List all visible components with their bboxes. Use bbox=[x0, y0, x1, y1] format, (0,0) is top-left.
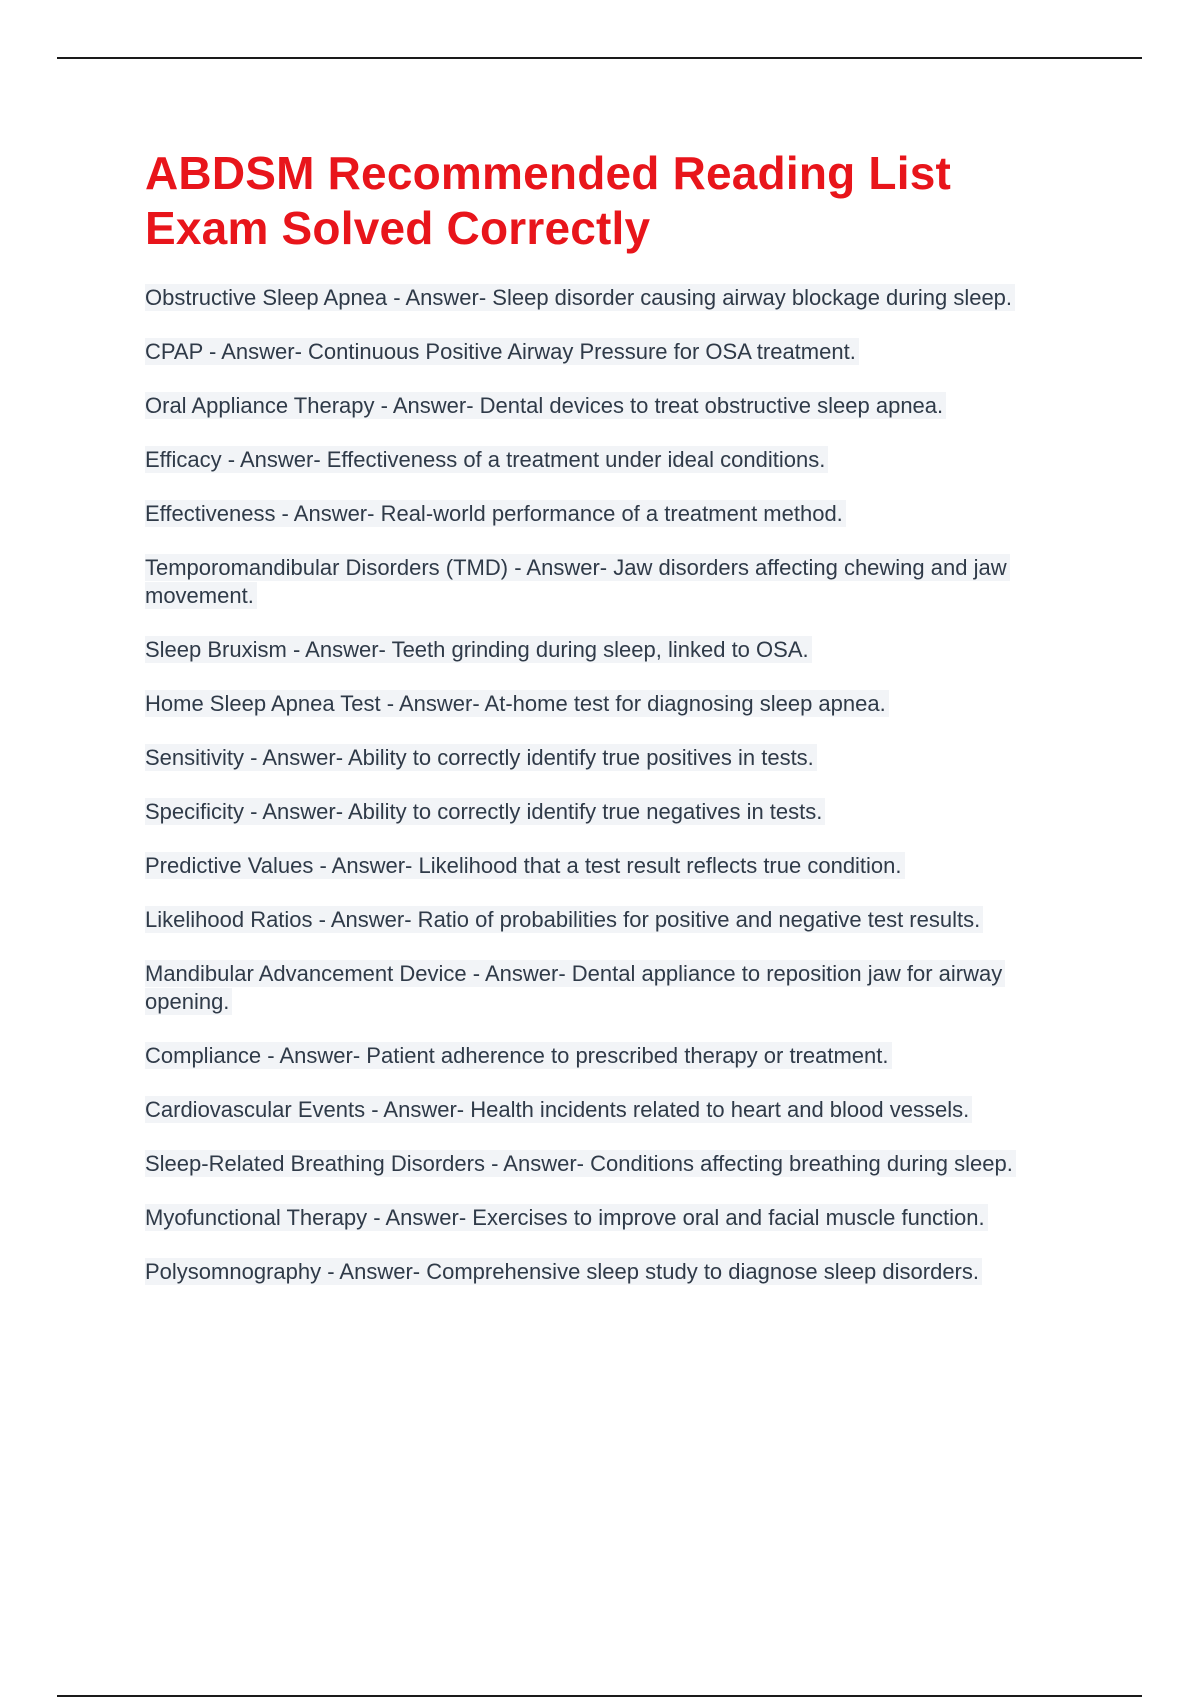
qa-text: Polysomnography - Answer- Comprehensive sleep study to diagnose sleep disorders. bbox=[145, 1258, 982, 1285]
list-item bbox=[145, 1258, 1085, 1286]
list-item bbox=[145, 744, 1085, 772]
list-item bbox=[145, 906, 1085, 934]
qa-text: Specificity - Answer- Ability to correctly identify true negatives in tests. bbox=[145, 798, 825, 825]
list-item bbox=[145, 1204, 1085, 1232]
qa-text: Effectiveness - Answer- Real-world performance of a treatment method. bbox=[145, 500, 846, 527]
list-item bbox=[145, 1096, 1085, 1124]
qa-text: Sensitivity - Answer- Ability to correctly identify true positives in tests. bbox=[145, 744, 817, 771]
qa-text: Sleep-Related Breathing Disorders - Answer- Conditions affecting breathing during sleep. bbox=[145, 1150, 1016, 1177]
qa-text: Myofunctional Therapy - Answer- Exercises to improve oral and facial muscle function. bbox=[145, 1204, 988, 1231]
list-item bbox=[145, 554, 1085, 610]
list-item bbox=[145, 852, 1085, 880]
qa-text: Cardiovascular Events - Answer- Health incidents related to heart and blood vessels. bbox=[145, 1096, 972, 1123]
list-item bbox=[145, 338, 1085, 366]
list-item bbox=[145, 636, 1085, 664]
qa-text: Predictive Values - Answer- Likelihood that a test result reflects true condition. bbox=[145, 852, 905, 879]
list-item bbox=[145, 446, 1085, 474]
top-divider bbox=[57, 57, 1142, 59]
list-item bbox=[145, 690, 1085, 718]
qa-text: Mandibular Advancement Device - Answer- Dental appliance to reposition jaw for airway opening. bbox=[145, 960, 1005, 1015]
list-item bbox=[145, 392, 1085, 420]
qa-text: Temporomandibular Disorders (TMD) - Answer- Jaw disorders affecting chewing and jaw movement. bbox=[145, 554, 1010, 609]
qa-text: Sleep Bruxism - Answer- Teeth grinding during sleep, linked to OSA. bbox=[145, 636, 812, 663]
title-line-1: ABDSM Recommended Reading List bbox=[145, 147, 951, 199]
qa-text: Likelihood Ratios - Answer- Ratio of probabilities for positive and negative test results. bbox=[145, 906, 983, 933]
qa-list bbox=[145, 284, 1085, 1312]
list-item bbox=[145, 500, 1085, 528]
page-title bbox=[145, 146, 1045, 256]
qa-text: CPAP - Answer- Continuous Positive Airway Pressure for OSA treatment. bbox=[145, 338, 859, 365]
bottom-divider bbox=[57, 1695, 1142, 1697]
list-item bbox=[145, 960, 1085, 1016]
list-item bbox=[145, 284, 1085, 312]
list-item bbox=[145, 798, 1085, 826]
qa-text: Obstructive Sleep Apnea - Answer- Sleep disorder causing airway blockage during sleep. bbox=[145, 284, 1015, 311]
qa-text: Home Sleep Apnea Test - Answer- At-home test for diagnosing sleep apnea. bbox=[145, 690, 889, 717]
qa-text: Compliance - Answer- Patient adherence to prescribed therapy or treatment. bbox=[145, 1042, 892, 1069]
qa-text: Oral Appliance Therapy - Answer- Dental devices to treat obstructive sleep apnea. bbox=[145, 392, 946, 419]
qa-text: Efficacy - Answer- Effectiveness of a treatment under ideal conditions. bbox=[145, 446, 828, 473]
list-item bbox=[145, 1042, 1085, 1070]
title-line-2: Exam Solved Correctly bbox=[145, 202, 651, 254]
list-item bbox=[145, 1150, 1085, 1178]
